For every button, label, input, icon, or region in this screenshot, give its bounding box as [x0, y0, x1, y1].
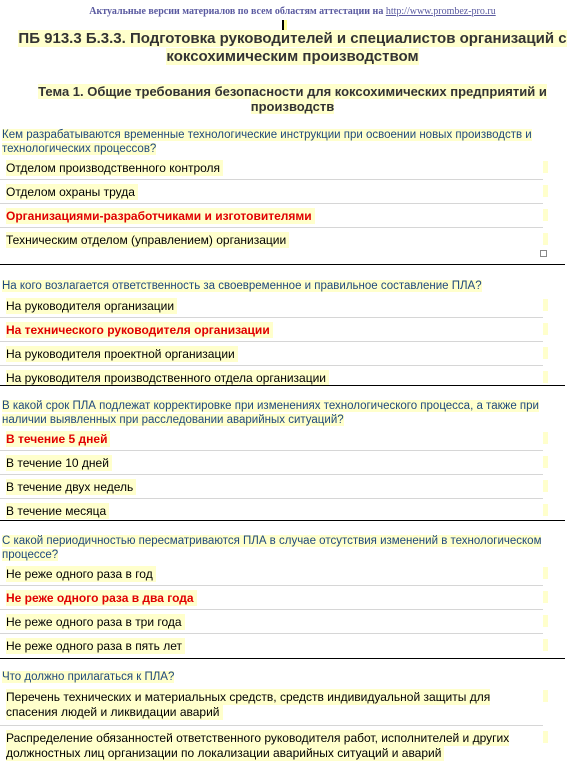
answer-option-correct[interactable]: Организациями-разработчиками и изготовителями: [0, 204, 543, 228]
page-title-line2: коксохимическим производством: [166, 48, 419, 65]
page-title-line1: ПБ 913.3 Б.3.3. Подготовка руководителей и специалистов организаций с: [18, 30, 567, 47]
question-text: С какой периодичностью пересматриваются ПЛА в случае отсутствия изменений в технологическом процессе?: [2, 535, 542, 561]
question-text: На кого возлагается ответственность за своевременное и правильное составление ПЛА?: [2, 280, 482, 292]
answer-option-correct[interactable]: В течение 5 дней: [0, 427, 543, 451]
answer-option[interactable]: Перечень технических и материальных средств, средств индивидуальной защиты для спасения людей и ликвидации аварий: [0, 685, 543, 726]
answer-option-correct[interactable]: Не реже одного раза в два года: [0, 586, 543, 610]
question-divider: [0, 385, 565, 386]
question-divider: [0, 658, 565, 659]
question-divider: [0, 264, 565, 265]
header-notice-text: Актуальные версии материалов по всем областям аттестации на: [89, 6, 384, 17]
answer-option[interactable]: Не реже одного раза в пять лет: [0, 634, 543, 658]
answer-option[interactable]: На руководителя производственного отдела организации: [0, 366, 543, 390]
header-notice: [0, 6, 585, 17]
question-text: Что должно прилагаться к ПЛА?: [2, 671, 175, 683]
answer-option-correct[interactable]: На технического руководителя организации: [0, 318, 543, 342]
answer-option[interactable]: Отделом производственного контроля: [0, 156, 543, 180]
answer-option[interactable]: Распределение обязанностей ответственного руководителя работ, исполнителей и других должностных лиц организации по локализации аварийных ситуаций и аварий: [0, 726, 543, 766]
question-block-1: [0, 129, 565, 252]
page-title: [0, 30, 585, 66]
topic-heading-line2: производств: [250, 99, 335, 114]
question-text: Кем разрабатываются временные технологические инструкции при освоении новых производств и технологических процессов?: [2, 129, 532, 155]
topic-heading-line1: Тема 1. Общие требования безопасности для коксохимических предприятий и: [38, 84, 547, 99]
answer-option[interactable]: В течение месяца: [0, 499, 543, 523]
checkbox-icon[interactable]: [540, 250, 547, 257]
question-block-2: [0, 280, 565, 390]
answer-option[interactable]: Не реже одного раза в год: [0, 562, 543, 586]
cursor-marker: [282, 20, 287, 30]
answer-option[interactable]: В течение двух недель: [0, 475, 543, 499]
question-block-3: [0, 400, 565, 523]
question-block-4: [0, 535, 565, 658]
answer-option[interactable]: Не реже одного раза в три года: [0, 610, 543, 634]
question-divider: [0, 520, 565, 521]
answer-option[interactable]: Техническим отделом (управлением) организации: [0, 228, 543, 252]
topic-heading: [0, 84, 585, 114]
answer-option[interactable]: На руководителя организации: [0, 294, 543, 318]
answer-option[interactable]: Отделом охраны труда: [0, 180, 543, 204]
answer-option[interactable]: На руководителя проектной организации: [0, 342, 543, 366]
question-block-5: [0, 671, 565, 766]
question-text: В какой срок ПЛА подлежат корректировке при изменениях технологического процесса, а также при наличии выявленных при расследовании аварийных ситуаций?: [2, 400, 539, 426]
site-link[interactable]: http://www.prombez-pro.ru: [385, 6, 496, 17]
answer-option[interactable]: В течение 10 дней: [0, 451, 543, 475]
